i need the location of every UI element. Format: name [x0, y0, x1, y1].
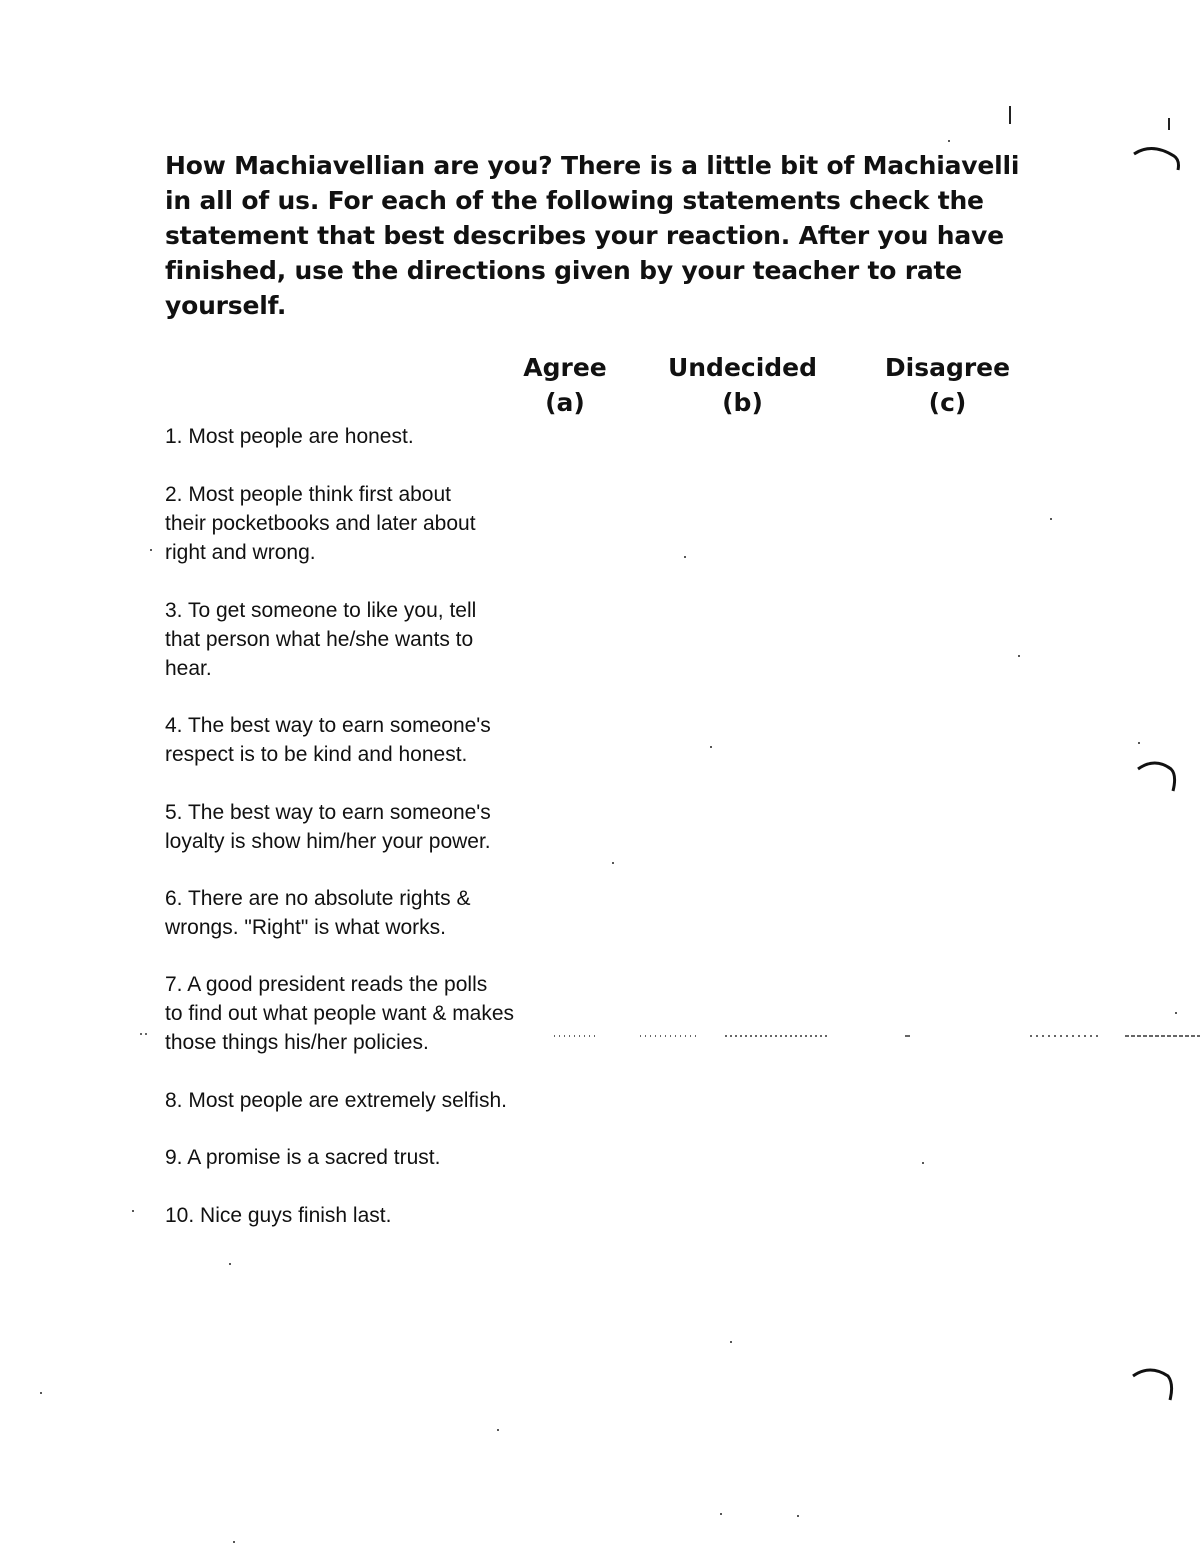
statement-2: 2. Most people think first about their pocketbooks and later about right and wrong.	[165, 483, 476, 564]
column-label-undecided: Undecided	[667, 353, 818, 382]
column-letter-c: (c)	[928, 388, 967, 417]
scan-speck	[730, 1341, 732, 1343]
column-letter-a: (a)	[545, 388, 585, 417]
statement-6: 6. There are no absolute rights & wrongs. "Right" is what works.	[165, 887, 471, 939]
statement-9: 9. A promise is a sacred trust.	[165, 1146, 441, 1169]
scan-speck	[132, 1210, 134, 1212]
scan-speck	[612, 862, 614, 864]
scan-speck	[40, 1392, 42, 1394]
binder-hole-mark-middle	[1135, 755, 1185, 800]
scan-speck	[684, 556, 686, 558]
statement-8: 8. Most people are extremely selfish.	[165, 1089, 507, 1112]
statement-4: 4. The best way to earn someone's respect is to be kind and honest.	[165, 714, 491, 766]
binder-hole-mark-bottom	[1130, 1362, 1185, 1407]
column-label-disagree: Disagree	[884, 353, 1011, 382]
column-label-agree: Agree	[523, 353, 607, 382]
statement-5: 5. The best way to earn someone's loyalty is show him/her your power.	[165, 801, 491, 853]
scan-speck	[1175, 1012, 1177, 1014]
column-letter-b: (b)	[722, 388, 763, 417]
scan-dotted-line	[140, 1030, 1200, 1042]
statement-1: 1. Most people are honest.	[165, 425, 414, 448]
scan-speck	[1018, 655, 1020, 657]
scan-speck	[497, 1429, 499, 1431]
statement-10: 10. Nice guys finish last.	[165, 1204, 392, 1227]
scan-speck	[229, 1263, 231, 1265]
scan-speck	[720, 1513, 722, 1515]
column-header-undecided	[655, 350, 830, 420]
scan-speck	[922, 1162, 924, 1164]
scan-speck	[948, 140, 950, 142]
statement-3: 3. To get someone to like you, tell that person what he/she wants to hear.	[165, 599, 477, 680]
scan-speck	[797, 1515, 799, 1517]
binder-hole-mark-top	[1130, 140, 1190, 180]
scan-speck	[1050, 518, 1052, 520]
scan-speck	[233, 1541, 235, 1543]
scan-mark	[1009, 106, 1011, 124]
column-header-disagree	[870, 350, 1025, 420]
scan-speck	[150, 549, 152, 551]
scan-speck	[1138, 742, 1140, 744]
scan-mark	[1168, 118, 1170, 130]
instructions-paragraph: How Machiavellian are you? There is a little bit of Machiavelli in all of us. For each of the following statements check the statement that best describes your reaction. After you have finished, use the directions given by your teacher to rate yourself.	[165, 151, 1020, 320]
scan-speck	[710, 746, 712, 748]
column-header-agree	[505, 350, 625, 420]
statement-7: 7. A good president reads the polls to find out what people want & makes those things his/her policies.	[165, 973, 515, 1054]
